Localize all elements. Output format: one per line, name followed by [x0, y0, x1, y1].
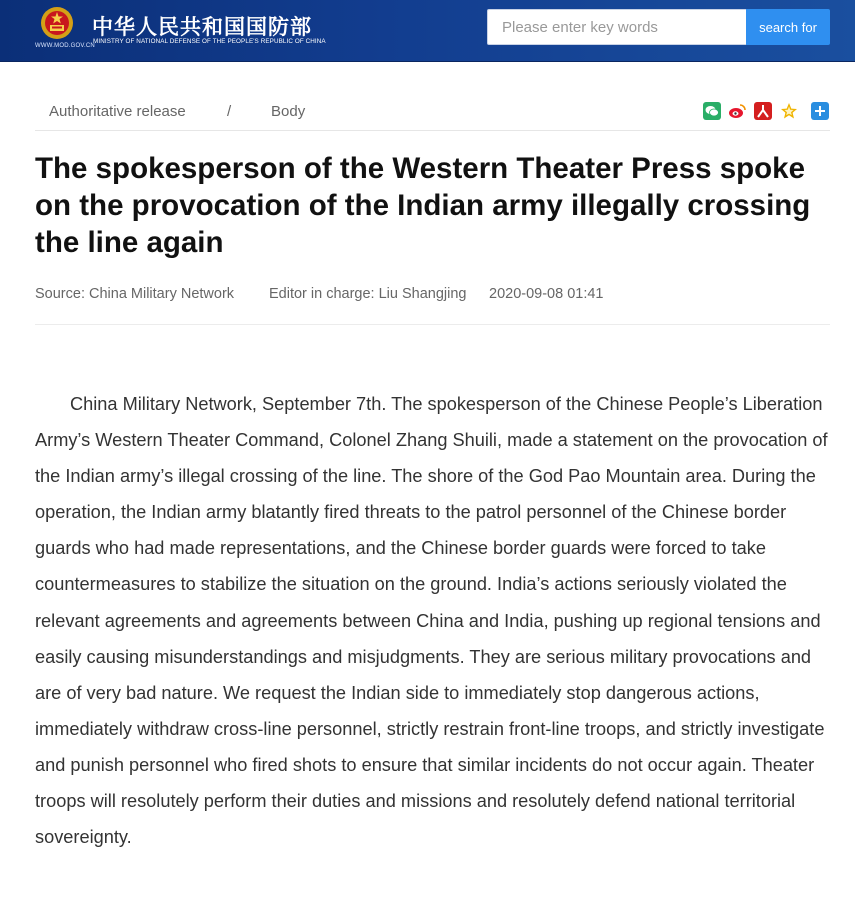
favorite-star-icon[interactable]	[780, 102, 798, 120]
search-input[interactable]	[487, 9, 746, 45]
breadcrumb	[35, 92, 830, 131]
breadcrumb-body: Body	[271, 103, 306, 120]
article-body: China Military Network, September 7th. The spokesperson of the Chinese People’s Liberation Army’s Western Theater Command, Colonel Zhang Shuili, made a statement on the provocation of the Indian army’s illegal crossing of the line. The shore of the God Pao Mountain area. During the operation, the Indian army blatantly fired threats to the patrol personnel of the Chinese border guards who had made representations, and the Chinese border guards were forced to take countermeasures to stabilize the situation on the ground. India’s actions seriously violated the relevant agreements and agreements between China and India, pushing up regional tensions and easily causing misunderstandings and misjudgments. They are serious military provocations and are of very bad nature. We request the Indian side to immediately stop dangerous actions, immediately withdraw cross-line personnel, strictly restrain front-line troops, and strictly investigate and punish personnel who fired shots to ensure that similar incidents do not occur again. Theater troops will resolutely perform their duties and missions and resolutely defend national territorial sovereignty.	[35, 394, 828, 848]
site-name[interactable]: 中华人民共和国国防部	[92, 15, 312, 39]
search-button[interactable]: search for	[746, 9, 830, 45]
article-title: The spokesperson of the Western Theater Press spoke on the provocation of the Indian army illegally crossing the line again	[35, 152, 811, 259]
more-share-icon[interactable]	[811, 102, 829, 120]
national-emblem-icon[interactable]	[40, 6, 74, 40]
site-url: WWW.MOD.GOV.CN	[35, 43, 95, 49]
breadcrumb-separator: /	[227, 103, 232, 120]
article-editor: Editor in charge: Liu Shangjing	[269, 286, 467, 302]
site-subtitle: MINISTRY OF NATIONAL DEFENSE OF THE PEOPLE'S REPUBLIC OF CHINA	[93, 38, 326, 45]
wechat-icon[interactable]	[703, 102, 721, 120]
article-datetime: 2020-09-08 01:41	[489, 286, 604, 302]
article-meta	[35, 285, 830, 325]
site-header	[0, 0, 855, 62]
breadcrumb-authoritative-release[interactable]: Authoritative release	[49, 103, 186, 120]
renren-icon[interactable]	[754, 102, 772, 120]
article-source: Source: China Military Network	[35, 286, 235, 302]
weibo-icon[interactable]	[728, 102, 746, 120]
